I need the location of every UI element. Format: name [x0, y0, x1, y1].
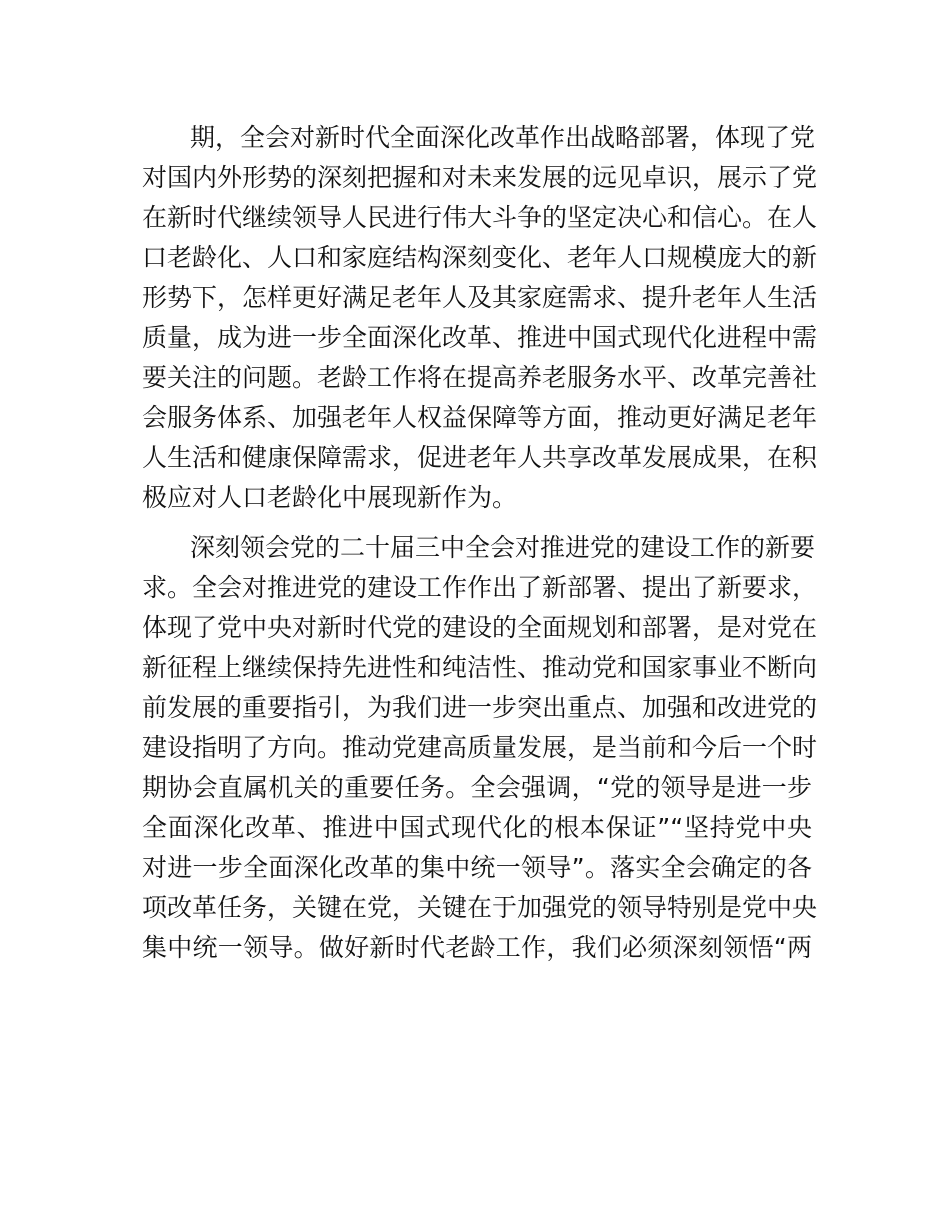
paragraph-line: 要关注的问题。老龄工作将在提高养老服务水平、改革完善社: [142, 363, 818, 392]
paragraph-2: [142, 528, 818, 968]
paragraph-line: 项改革任务，关键在党，关键在于加强党的领导特别是党中央: [142, 893, 818, 922]
paragraph-line: 极应对人口老龄化中展现新作为。: [142, 483, 518, 512]
paragraph-line: 口老龄化、人口和家庭结构深刻变化、老年人口规模庞大的新: [142, 243, 818, 272]
paragraph-line: 对进一步全面深化改革的集中统一领导”。落实全会确定的各: [142, 853, 812, 882]
paragraph-line: 建设指明了方向。推动党建高质量发展，是当前和今后一个时: [142, 733, 818, 762]
paragraph-1: [142, 118, 818, 518]
paragraph-line: 深刻领会党的二十届三中全会对推进党的建设工作的新要: [190, 533, 816, 562]
paragraph-line: 在新时代继续领导人民进行伟大斗争的坚定决心和信心。在人: [142, 203, 818, 232]
paragraph-line: 期协会直属机关的重要任务。全会强调，“党的领导是进一步: [142, 773, 812, 802]
paragraph-line: 新征程上继续保持先进性和纯洁性、推动党和国家事业不断向: [142, 653, 818, 682]
paragraph-line: 人生活和健康保障需求，促进老年人共享改革发展成果，在积: [142, 443, 818, 472]
paragraph-line: 质量，成为进一步全面深化改革、推进中国式现代化进程中需: [142, 323, 818, 352]
paragraph-line: 会服务体系、加强老年人权益保障等方面，推动更好满足老年: [142, 403, 818, 432]
paragraph-line: 集中统一领导。做好新时代老龄工作，我们必须深刻领悟“两: [142, 933, 812, 962]
document-body: [142, 118, 818, 968]
paragraph-line: 前发展的重要指引，为我们进一步突出重点、加强和改进党的: [142, 693, 818, 722]
paragraph-line: 形势下，怎样更好满足老年人及其家庭需求、提升老年人生活: [142, 283, 818, 312]
paragraph-line: 求。全会对推进党的建设工作作出了新部署、提出了新要求，: [142, 573, 818, 602]
paragraph-line: 对国内外形势的深刻把握和对未来发展的远见卓识，展示了党: [142, 163, 818, 192]
paragraph-line: 期，全会对新时代全面深化改革作出战略部署，体现了党: [190, 123, 816, 152]
paragraph-line: 体现了党中央对新时代党的建设的全面规划和部署，是对党在: [142, 613, 818, 642]
paragraph-line: 全面深化改革、推进中国式现代化的根本保证”“坚持党中央: [142, 813, 812, 842]
